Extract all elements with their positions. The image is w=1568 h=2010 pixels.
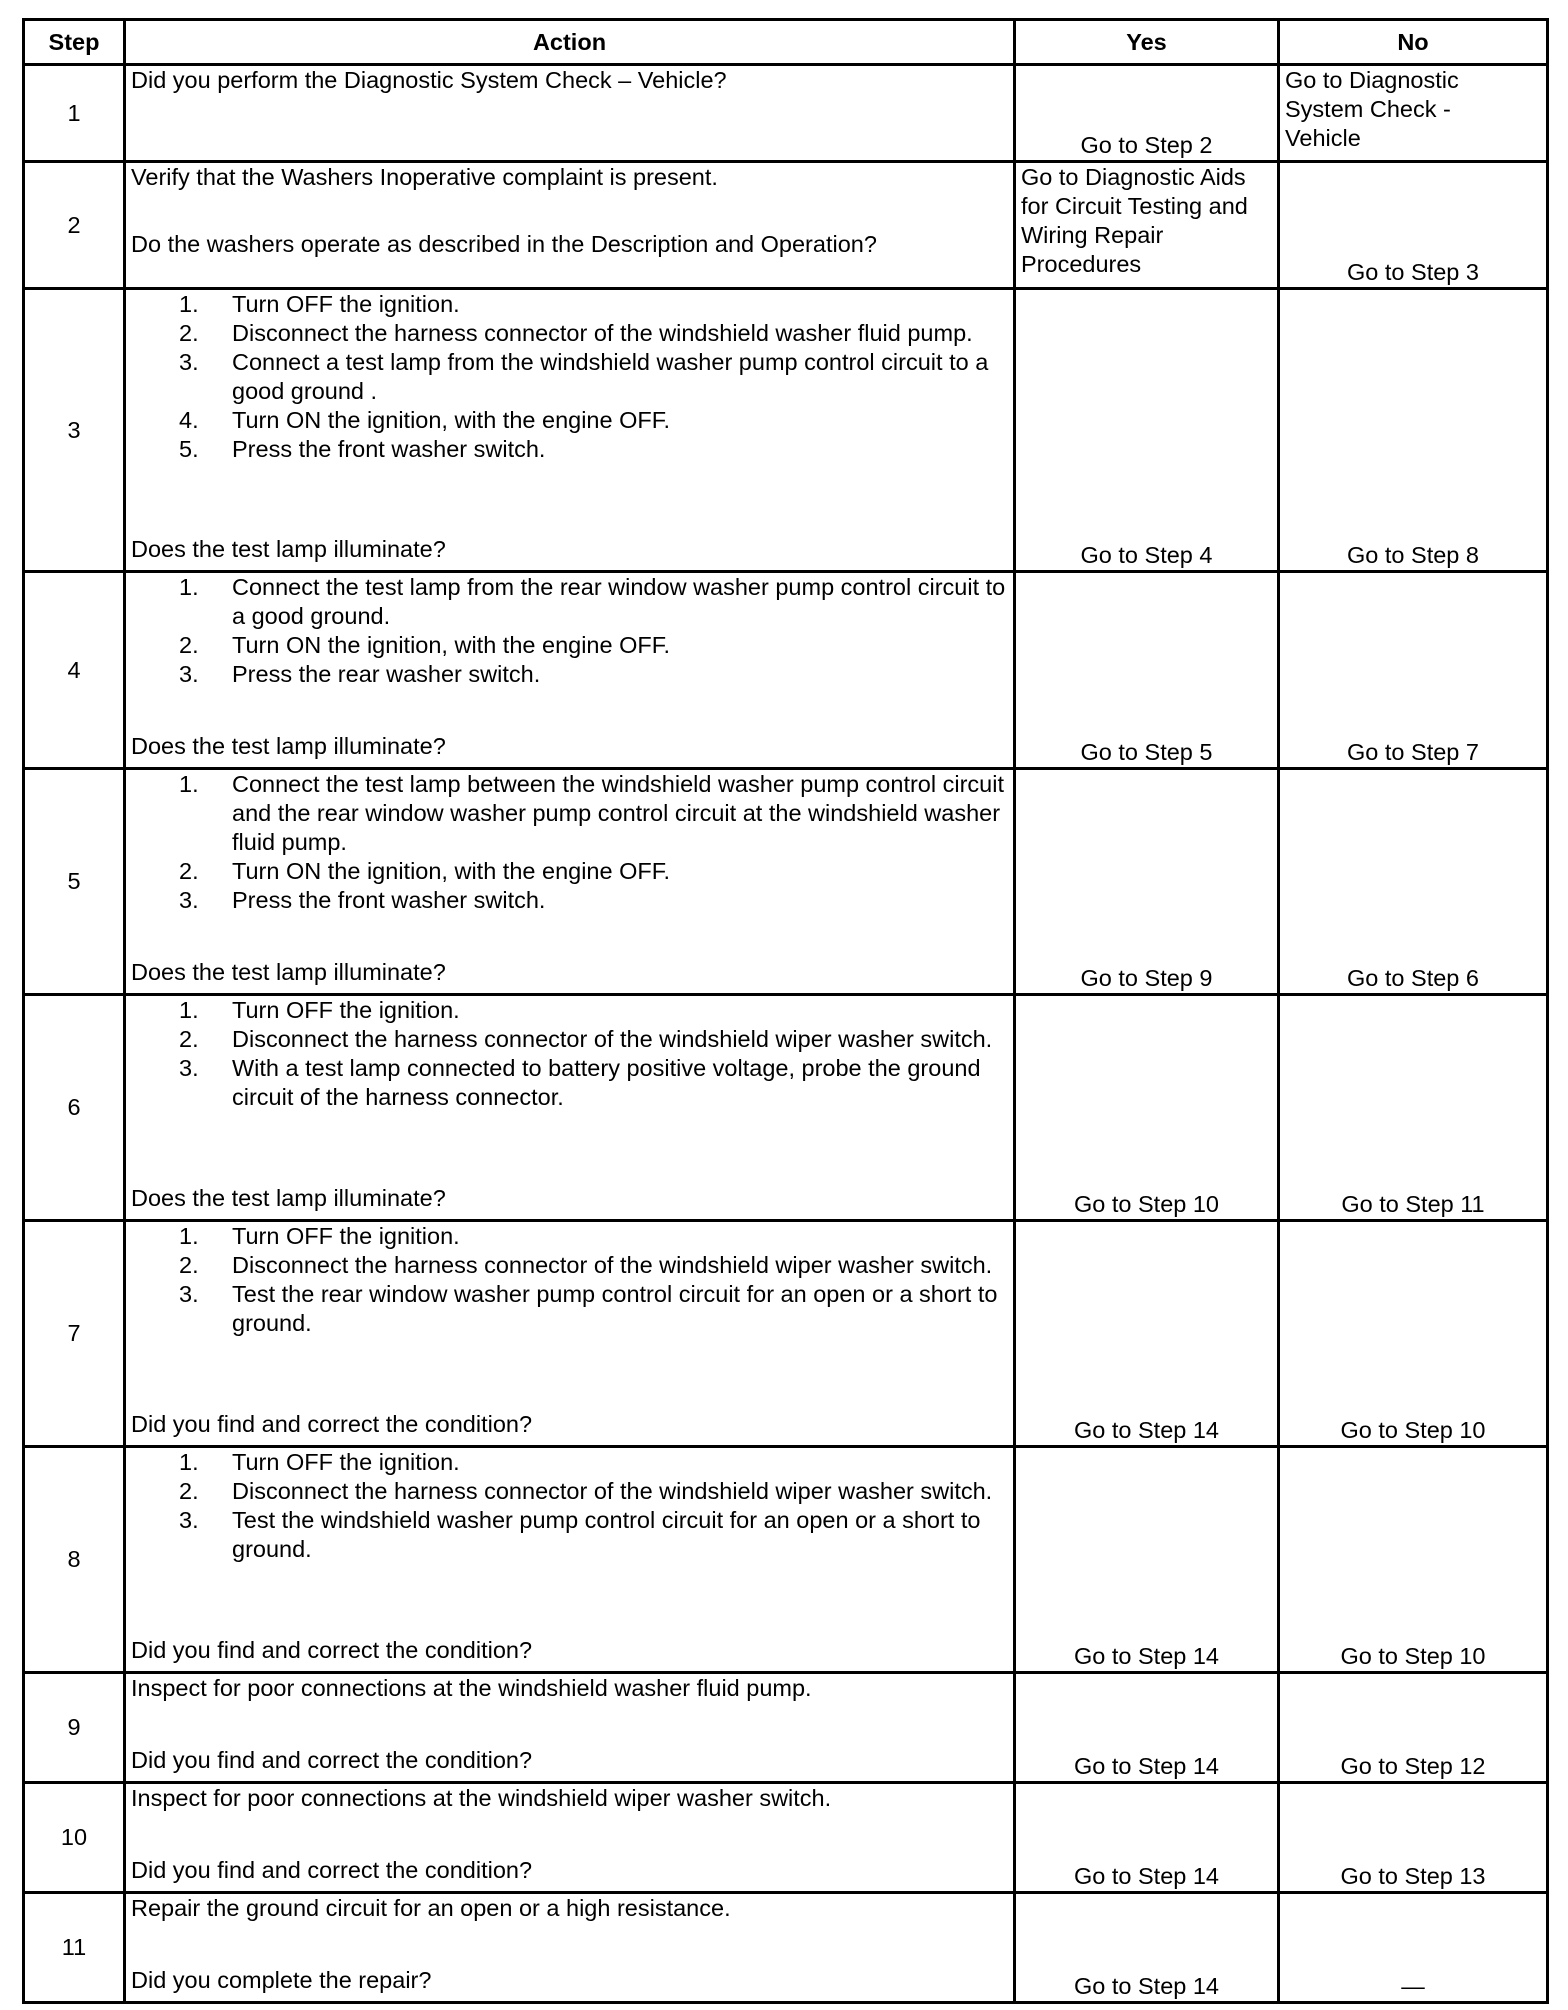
no-cell [1279, 65, 1548, 162]
list-item: 1. Turn OFF the ignition. [179, 997, 460, 1023]
instruction-list [131, 770, 1008, 915]
list-item: 2. Disconnect the harness connector of the windshield wiper washer switch. [179, 1252, 993, 1278]
action-cell [125, 572, 1015, 769]
action-cell [125, 1783, 1015, 1893]
header-step: Step [24, 20, 125, 65]
table-row [24, 1447, 1548, 1673]
list-item: 2. Disconnect the harness connector of the windshield wiper washer switch. [179, 1026, 993, 1052]
diagnostic-table [22, 18, 1549, 2004]
list-item: 1. Turn OFF the ignition. [179, 1223, 460, 1249]
table-row [24, 995, 1548, 1221]
step-number: 1 [24, 65, 125, 162]
yes-cell: Go to Step 14 [1015, 1447, 1279, 1673]
no-cell: Go to Step 10 [1279, 1447, 1548, 1673]
action-cell [125, 1447, 1015, 1673]
list-item: 1. Turn OFF the ignition. [179, 291, 460, 317]
step-number: 5 [24, 769, 125, 995]
action-cell [125, 769, 1015, 995]
yes-cell: Go to Step 9 [1015, 769, 1279, 995]
action-cell [125, 995, 1015, 1221]
step-number: 4 [24, 572, 125, 769]
action-cell [125, 65, 1015, 162]
action-question: Did you perform the Diagnostic System Check – Vehicle? [131, 67, 727, 93]
yes-line: Go to Diagnostic Aids [1021, 164, 1246, 190]
list-item: 3. Test the windshield washer pump control circuit for an open or a short to ground. [179, 1507, 981, 1562]
action-question: Does the test lamp illuminate? [131, 733, 446, 759]
yes-cell: Go to Step 14 [1015, 1783, 1279, 1893]
action-cell [125, 289, 1015, 572]
no-cell: — [1279, 1893, 1548, 2003]
yes-cell: Go to Step 14 [1015, 1673, 1279, 1783]
no-cell: Go to Step 11 [1279, 995, 1548, 1221]
table-row [24, 1673, 1548, 1783]
table-row [24, 769, 1548, 995]
action-text: Verify that the Washers Inoperative complaint is present. [131, 164, 718, 190]
yes-line: Wiring Repair [1021, 222, 1164, 248]
action-text: Repair the ground circuit for an open or a high resistance. [131, 1895, 731, 1921]
step-number: 3 [24, 289, 125, 572]
yes-cell: Go to Step 5 [1015, 572, 1279, 769]
action-question: Did you find and correct the condition? [131, 1637, 533, 1663]
action-question: Did you find and correct the condition? [131, 1411, 533, 1437]
no-line: Vehicle [1285, 125, 1361, 151]
table-row [24, 1783, 1548, 1893]
action-question: Does the test lamp illuminate? [131, 959, 446, 985]
instruction-list [131, 1448, 1008, 1564]
header-action: Action [125, 20, 1015, 65]
yes-cell: Go to Step 2 [1015, 65, 1279, 162]
action-text: Inspect for poor connections at the windshield washer fluid pump. [131, 1675, 812, 1701]
list-item: 2. Turn ON the ignition, with the engine OFF. [179, 858, 671, 884]
table-row [24, 65, 1548, 162]
no-line: Go to Diagnostic [1285, 67, 1459, 93]
no-cell: Go to Step 7 [1279, 572, 1548, 769]
table-row [24, 572, 1548, 769]
table-row [24, 1221, 1548, 1447]
action-question: Did you find and correct the condition? [131, 1857, 533, 1883]
instruction-list [131, 290, 1008, 464]
list-item: 1. Turn OFF the ignition. [179, 1449, 460, 1475]
action-question: Does the test lamp illuminate? [131, 1185, 446, 1211]
header-no: No [1279, 20, 1548, 65]
list-item: 4. Turn ON the ignition, with the engine OFF. [179, 407, 671, 433]
action-question: Did you complete the repair? [131, 1967, 432, 1993]
action-cell [125, 1221, 1015, 1447]
action-question: Does the test lamp illuminate? [131, 536, 446, 562]
step-number: 6 [24, 995, 125, 1221]
table-row [24, 162, 1548, 289]
step-number: 11 [24, 1893, 125, 2003]
yes-cell: Go to Step 10 [1015, 995, 1279, 1221]
instruction-list [131, 1222, 1008, 1338]
list-item: 2. Disconnect the harness connector of the windshield washer fluid pump. [179, 320, 973, 346]
no-line: System Check - [1285, 96, 1451, 122]
yes-cell: Go to Step 14 [1015, 1893, 1279, 2003]
no-cell: Go to Step 3 [1279, 162, 1548, 289]
list-item: 2. Turn ON the ignition, with the engine OFF. [179, 632, 671, 658]
action-cell [125, 1673, 1015, 1783]
yes-cell: Go to Step 4 [1015, 289, 1279, 572]
list-item: 1. Connect the test lamp between the windshield washer pump control circuit and the rear window washer pump control circuit at the windshield washer fluid pump. [179, 771, 1004, 855]
header-row [24, 20, 1548, 65]
list-item: 3. Test the rear window washer pump control circuit for an open or a short to ground. [179, 1281, 998, 1336]
table-row [24, 289, 1548, 572]
no-cell: Go to Step 13 [1279, 1783, 1548, 1893]
list-item: 3. With a test lamp connected to battery positive voltage, probe the ground circuit of the harness connector. [179, 1055, 981, 1110]
list-item: 5. Press the front washer switch. [179, 436, 546, 462]
action-cell [125, 162, 1015, 289]
step-number: 8 [24, 1447, 125, 1673]
yes-cell [1015, 162, 1279, 289]
list-item: 3. Connect a test lamp from the windshield washer pump control circuit to a good ground . [179, 349, 989, 404]
yes-line: Procedures [1021, 251, 1142, 277]
list-item: 2. Disconnect the harness connector of the windshield wiper washer switch. [179, 1478, 993, 1504]
action-text: Inspect for poor connections at the windshield wiper washer switch. [131, 1785, 832, 1811]
list-item: 1. Connect the test lamp from the rear window washer pump control circuit to a good ground. [179, 574, 1006, 629]
action-cell [125, 1893, 1015, 2003]
instruction-list [131, 573, 1008, 689]
list-item: 3. Press the rear washer switch. [179, 661, 541, 687]
no-cell: Go to Step 10 [1279, 1221, 1548, 1447]
no-cell: Go to Step 6 [1279, 769, 1548, 995]
table-row [24, 1893, 1548, 2003]
step-number: 10 [24, 1783, 125, 1893]
yes-line: for Circuit Testing and [1021, 193, 1248, 219]
instruction-list [131, 996, 1008, 1112]
action-question: Do the washers operate as described in the Description and Operation? [131, 231, 877, 257]
no-cell: Go to Step 8 [1279, 289, 1548, 572]
yes-cell: Go to Step 14 [1015, 1221, 1279, 1447]
action-question: Did you find and correct the condition? [131, 1747, 533, 1773]
header-yes: Yes [1015, 20, 1279, 65]
no-cell: Go to Step 12 [1279, 1673, 1548, 1783]
step-number: 7 [24, 1221, 125, 1447]
step-number: 2 [24, 162, 125, 289]
list-item: 3. Press the front washer switch. [179, 887, 546, 913]
step-number: 9 [24, 1673, 125, 1783]
